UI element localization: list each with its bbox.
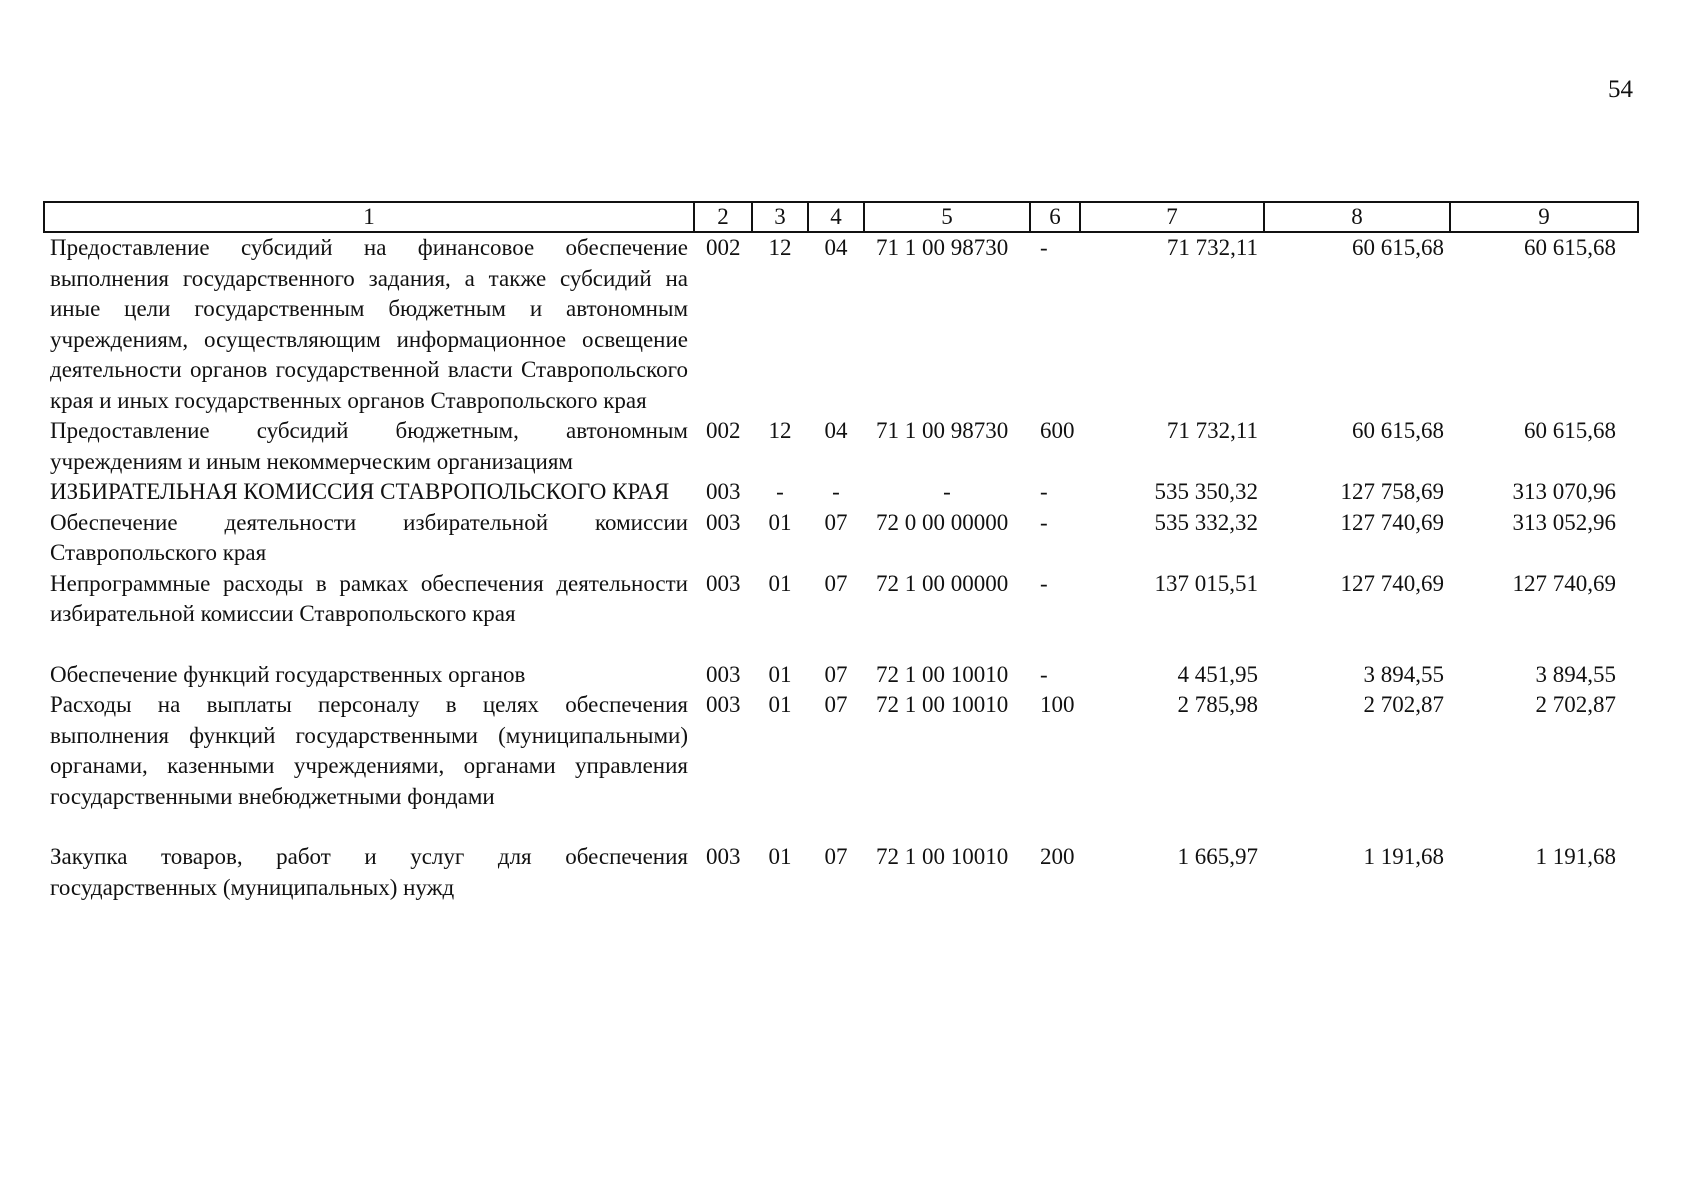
row-csr: 72 0 00 00000 (876, 509, 1009, 535)
table-header-row (44, 202, 1638, 232)
header-cell-rz: 3 (752, 202, 808, 232)
spacer-row (44, 630, 1638, 660)
row-name: Обеспечение деятельности избирательной комиссии Ставропольского края (50, 509, 688, 565)
row-sum-2: 3 894,55 (1363, 661, 1444, 687)
row-sum-3: 1 191,68 (1535, 844, 1616, 869)
table-row (44, 690, 1638, 812)
row-rz: 01 (768, 661, 792, 687)
header-cell-csr: 5 (864, 202, 1030, 232)
row-vr: - (1040, 661, 1048, 687)
row-rz: 01 (768, 509, 792, 535)
table-row (44, 842, 1638, 903)
row-ved: 003 (706, 844, 741, 869)
header-cell-sum-3: 9 (1450, 202, 1638, 232)
row-csr: 72 1 00 10010 (876, 844, 1009, 869)
row-sum-2: 127 740,69 (1340, 570, 1444, 596)
row-name: ИЗБИРАТЕЛЬНАЯ КОМИССИЯ СТАВРОПОЛЬСКОГО КРАЯ (50, 479, 670, 504)
row-sum-2: 127 740,69 (1340, 509, 1444, 535)
row-ved: 003 (706, 509, 741, 535)
row-sum-3: 60 615,68 (1524, 235, 1616, 260)
row-sum-3: 127 740,69 (1512, 570, 1616, 596)
header-cell-sum-1: 7 (1080, 202, 1264, 232)
row-sum-2: 127 758,69 (1340, 479, 1444, 504)
row-sum-1: 1 665,97 (1177, 844, 1258, 869)
row-name: Непрограммные расходы в рамках обеспечения деятельности избирательной комиссии Ставропольского края (50, 570, 688, 626)
row-pr: 04 (824, 418, 848, 443)
table-row (44, 569, 1638, 630)
row-pr: 07 (824, 570, 848, 596)
row-sum-1: 2 785,98 (1177, 692, 1258, 717)
row-vr: - (1040, 479, 1048, 504)
header-cell-pr: 4 (808, 202, 864, 232)
header-cell-sum-2: 8 (1264, 202, 1450, 232)
row-csr: 72 1 00 10010 (876, 661, 1009, 687)
row-csr: 71 1 00 98730 (876, 418, 1009, 443)
row-vr: - (1040, 509, 1048, 535)
row-name: Предоставление субсидий бюджетным, автономным учреждениям и иным некоммерческим организациям (50, 418, 688, 474)
row-ved: 002 (706, 418, 741, 443)
row-rz: 12 (768, 418, 792, 443)
row-sum-2: 1 191,68 (1363, 844, 1444, 869)
row-sum-1: 137 015,51 (1154, 570, 1258, 596)
row-vr: - (1040, 570, 1048, 596)
row-sum-2: 2 702,87 (1363, 692, 1444, 717)
row-sum-1: 535 332,32 (1154, 509, 1258, 535)
row-sum-1: 4 451,95 (1177, 661, 1258, 687)
spacer-row (44, 812, 1638, 842)
row-sum-3: 60 615,68 (1524, 418, 1616, 443)
page-number: 54 (1608, 76, 1633, 103)
row-sum-2: 60 615,68 (1352, 235, 1444, 260)
row-rz: 01 (768, 692, 792, 717)
row-name: Расходы на выплаты персоналу в целях обеспечения выполнения функций государственными (муниципальными) органами, казенными учреждениями, органами управления государственными внебюджетными фондами (50, 692, 688, 809)
row-vr: 100 (1040, 692, 1075, 717)
row-name: Обеспечение функций государственных органов (50, 661, 526, 687)
row-name: Закупка товаров, работ и услуг для обеспечения государственных (муниципальных) нужд (50, 844, 688, 900)
table-row (44, 660, 1638, 691)
spacer-cell (44, 812, 1638, 842)
row-ved: 002 (706, 235, 741, 260)
budget-table (43, 201, 1639, 903)
table-row (44, 477, 1638, 508)
table-row (44, 232, 1638, 416)
header-cell-vr: 6 (1030, 202, 1080, 232)
row-pr: 07 (824, 692, 848, 717)
row-rz: 01 (768, 570, 792, 596)
row-pr: 04 (824, 235, 848, 260)
row-ved: 003 (706, 479, 741, 504)
row-ved: 003 (706, 570, 741, 596)
row-sum-1: 71 732,11 (1166, 418, 1258, 443)
table-row (44, 508, 1638, 569)
row-ved: 003 (706, 692, 741, 717)
row-pr: 07 (824, 509, 848, 535)
row-vr: 600 (1040, 418, 1075, 443)
row-csr: - (943, 479, 951, 504)
row-rz: 01 (768, 844, 792, 869)
spacer-cell (44, 630, 1638, 660)
row-sum-2: 60 615,68 (1352, 418, 1444, 443)
row-vr: 200 (1040, 844, 1075, 869)
row-rz: 12 (768, 235, 792, 260)
table-row (44, 416, 1638, 477)
row-csr: 72 1 00 10010 (876, 692, 1009, 717)
row-sum-3: 313 070,96 (1512, 479, 1616, 504)
row-sum-3: 3 894,55 (1535, 661, 1616, 687)
row-csr: 71 1 00 98730 (876, 235, 1009, 260)
row-ved: 003 (706, 661, 741, 687)
header-cell-ved: 2 (694, 202, 752, 232)
header-cell-name: 1 (44, 202, 694, 232)
row-pr: 07 (824, 844, 848, 869)
row-sum-3: 313 052,96 (1512, 509, 1616, 535)
row-csr: 72 1 00 00000 (876, 570, 1009, 596)
row-sum-3: 2 702,87 (1535, 692, 1616, 717)
row-pr: 07 (824, 661, 848, 687)
row-sum-1: 71 732,11 (1166, 235, 1258, 260)
row-sum-1: 535 350,32 (1154, 479, 1258, 504)
row-pr: - (832, 479, 840, 504)
row-vr: - (1040, 235, 1048, 260)
row-rz: - (776, 479, 784, 504)
row-name: Предоставление субсидий на финансовое обеспечение выполнения государственного задания, а также субсидий на иные цели государственным бюджетным и автономным учреждениям, осуществляющим информационное освещение деятельности органов государственной власти Ставропольского края и иных государственных органов Ставропольского края (50, 235, 688, 413)
